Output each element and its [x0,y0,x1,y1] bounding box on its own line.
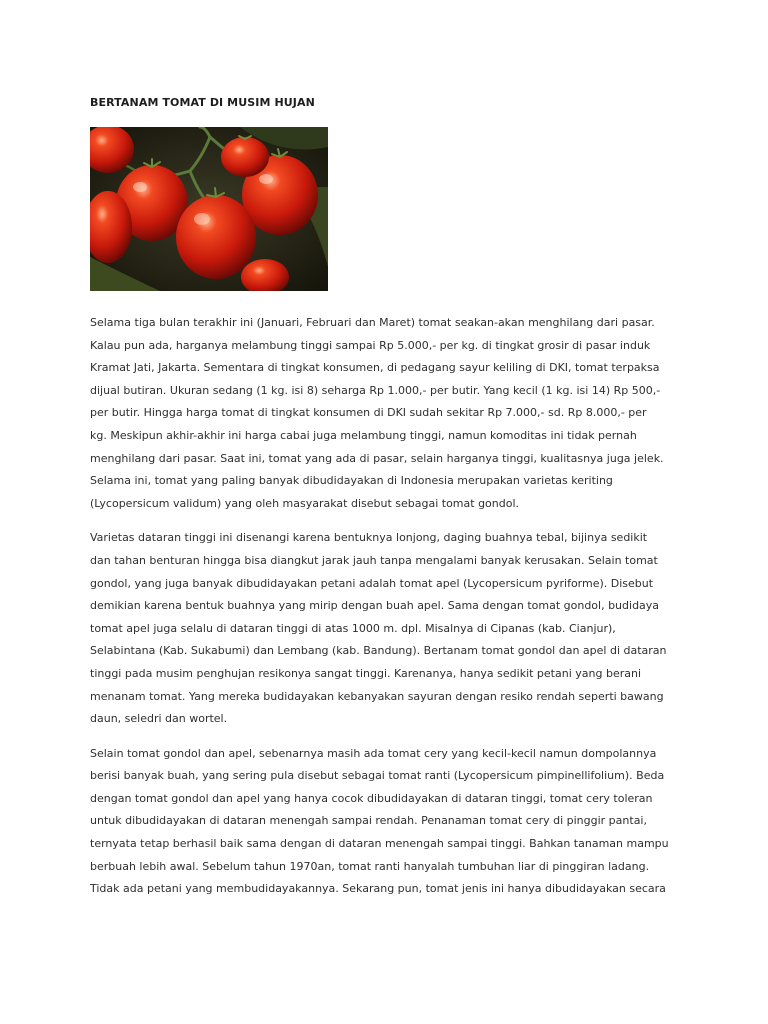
text-line: berbuah lebih awal. Sebelum tahun 1970an, tomat ranti hanyalah tumbuhan liar di pinggiran ladang. [90,859,650,873]
text-line: (Lycopersicum validum) yang oleh masyarakat disebut sebagai tomat gondol. [90,496,520,510]
text-line: per butir. Hingga harga tomat di tingkat konsumen di DKI sudah sekitar Rp 7.000,- sd. Rp 8.000,- per [90,406,647,420]
text-line: Kalau pun ada, harganya melambung tinggi sampai Rp 5.000,- per kg. di tingkat grosir di pasar induk [90,338,651,352]
text-line: Selain tomat gondol dan apel, sebenarnya masih ada tomat cery yang kecil-kecil namun dompolannya [90,746,657,760]
tomato-cluster-photo [90,127,328,291]
text-line: tinggi pada musim penghujan resikonya sangat tinggi. Karenanya, hanya sedikit petani yang berani [90,666,642,680]
text-line: berisi banyak buah, yang sering pula disebut sebagai tomat ranti (Lycopersicum pimpinellifolium). Beda [90,769,665,783]
text-line: Selama tiga bulan terakhir ini (Januari, Februari dan Maret) tomat seakan-akan menghilang dari pasar. [90,316,655,329]
text-line: menghilang dari pasar. Saat ini, tomat yang ada di pasar, selain harganya tinggi, kualitasnya juga jelek. [90,451,664,465]
text-line: Tidak ada petani yang membudidayakannya. Sekarang pun, tomat jenis ini hanya dibudidayakan secara [90,882,666,896]
text-line: dengan tomat gondol dan apel yang hanya cocok dibudidayakan di dataran tinggi, tomat cery toleran [90,791,653,805]
text-line: ternyata tetap berhasil baik sama dengan di dataran menengah sampai tinggi. Bahkan tanaman mampu [90,837,669,851]
text-line: Selama ini, tomat yang paling banyak dibudidayakan di Indonesia merupakan varietas keriting [90,474,613,488]
tomato-photo-illustration [90,127,328,291]
text-line: Kramat Jati, Jakarta. Sementara di tingkat konsumen, di pedagang sayur keliling di DKI, tomat terpaksa [90,361,660,375]
article-body [90,312,690,913]
paragraph-1 [90,312,690,515]
article-title: BERTANAM TOMAT DI MUSIM HUJAN [90,96,315,109]
text-line: Varietas dataran tinggi ini disenangi karena bentuknya lonjong, daging buahnya tebal, bijinya sedikit [90,531,648,545]
text-line: untuk dibudidayakan di dataran menengah sampai rendah. Penanaman tomat cery di pinggir pantai, [90,814,647,828]
text-line: Selabintana (Kab. Sukabumi) dan Lembang (kab. Bandung). Bertanam tomat gondol dan apel di dataran [90,644,667,658]
paragraph-3 [90,743,690,901]
paragraph-2 [90,527,690,730]
text-line: dijual butiran. Ukuran sedang (1 kg. isi 8) seharga Rp 1.000,- per butir. Yang kecil (1 kg. isi 14) Rp 500,- [90,383,661,397]
text-line: kg. Meskipun akhir-akhir ini harga cabai juga melambung tinggi, namun komoditas ini tidak pernah [90,428,637,442]
text-line: dan tahan benturan hingga bisa diangkut jarak jauh tanpa mengalami banyak kerusakan. Selain tomat [90,553,658,567]
text-line: gondol, yang juga banyak dibudidayakan petani adalah tomat apel (Lycopersicum pyriforme). Disebut [90,576,654,590]
text-line: demikian karena bentuk buahnya yang mirip dengan buah apel. Sama dengan tomat gondol, budidaya [90,599,660,613]
text-line: tomat apel juga selalu di dataran tinggi di atas 1000 m. dpl. Misalnya di Cipanas (kab. Cianjur), [90,621,616,635]
text-line: daun, seledri dan wortel. [90,712,228,726]
text-line: menanam tomat. Yang mereka budidayakan kebanyakan sayuran dengan resiko rendah seperti bawang [90,689,664,703]
